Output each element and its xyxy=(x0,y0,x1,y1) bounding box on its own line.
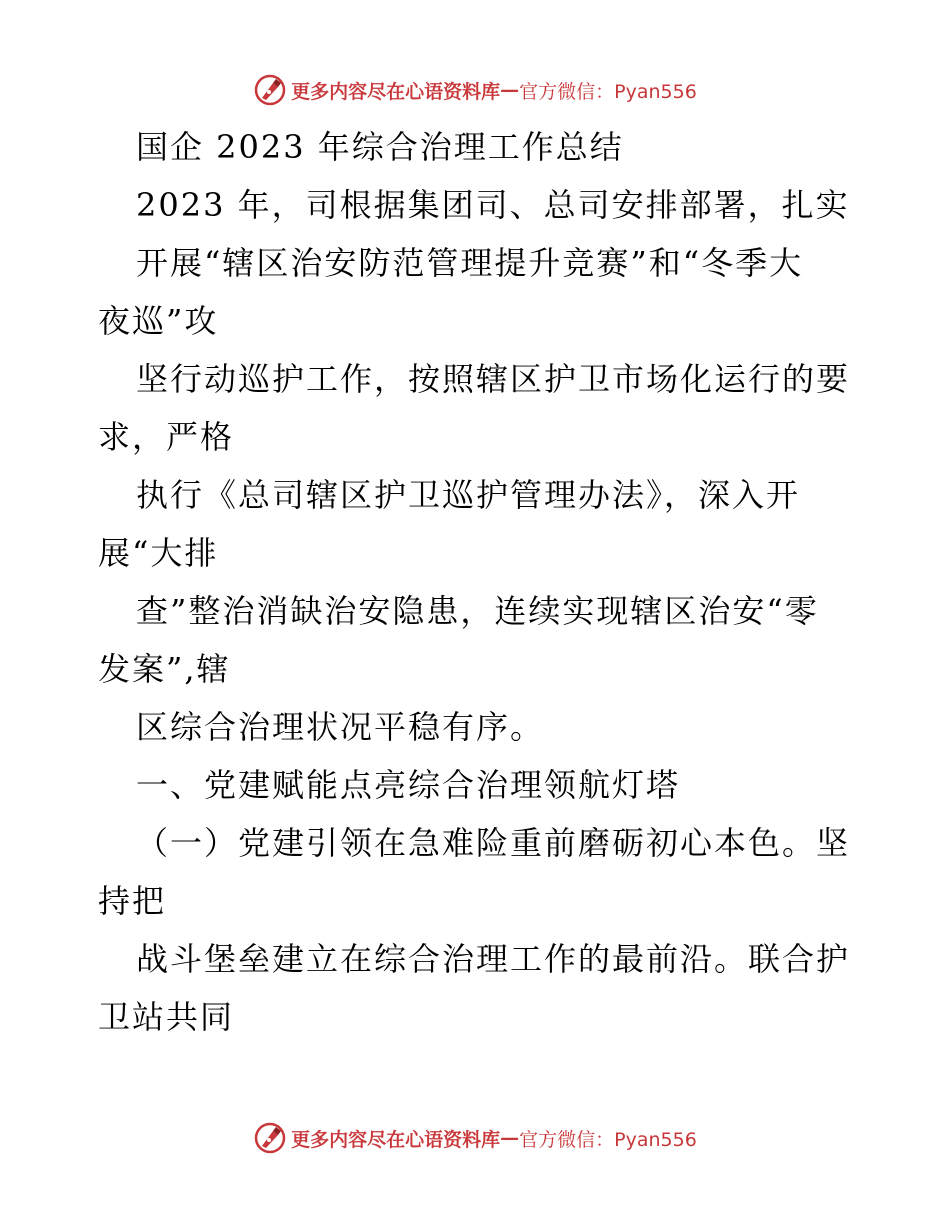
paragraph-line: 卫站共同 xyxy=(98,998,235,1036)
paragraph-line: 查”整治消缺治安隐患，连续实现辖区治安“零 xyxy=(136,592,819,630)
document-body xyxy=(98,118,858,1046)
watermark-dash: — xyxy=(500,1127,520,1149)
section-heading: 一、党建赋能点亮综合治理领航灯塔 xyxy=(136,766,681,804)
paragraph-line: 发案”,辖 xyxy=(98,650,231,688)
paragraph-line: 战斗堡垒建立在综合治理工作的最前沿。联合护 xyxy=(136,940,851,978)
watermark-dash: — xyxy=(500,79,520,101)
pen-nib-logo-icon xyxy=(253,73,287,107)
watermark-banner-bottom xyxy=(0,1118,950,1158)
document-title: 国企 2023 年综合治理工作总结 xyxy=(136,128,624,166)
paragraph-line: 区综合治理状况平稳有序。 xyxy=(136,708,545,746)
paragraph-line: 持把 xyxy=(98,882,167,920)
paragraph-line: 展“大排 xyxy=(98,534,219,572)
paragraph-line: 执行《总司辖区护卫巡护管理办法》，深入开 xyxy=(136,476,801,514)
watermark-wechat-text: 官方微信：Pyan556 xyxy=(519,80,697,103)
watermark-banner-top xyxy=(0,70,950,110)
paragraph-line: 2023 年，司根据集团司、总司安排部署，扎实 xyxy=(136,186,850,224)
watermark-wechat-text: 官方微信：Pyan556 xyxy=(519,1128,697,1151)
watermark-site-text: 更多内容尽在心语资料库 xyxy=(291,80,501,103)
watermark-site-text: 更多内容尽在心语资料库 xyxy=(291,1128,501,1151)
paragraph-line: 求，严格 xyxy=(98,418,235,456)
paragraph-line: 坚行动巡护工作，按照辖区护卫市场化运行的要 xyxy=(136,360,851,398)
paragraph-line: 夜巡”攻 xyxy=(98,302,219,340)
paragraph-line: 开展“辖区治安防范管理提升竞赛”和“冬季大 xyxy=(136,244,804,282)
subsection-line: （一）党建引领在急难险重前磨砺初心本色。坚 xyxy=(136,824,851,862)
pen-nib-logo-icon xyxy=(253,1121,287,1155)
